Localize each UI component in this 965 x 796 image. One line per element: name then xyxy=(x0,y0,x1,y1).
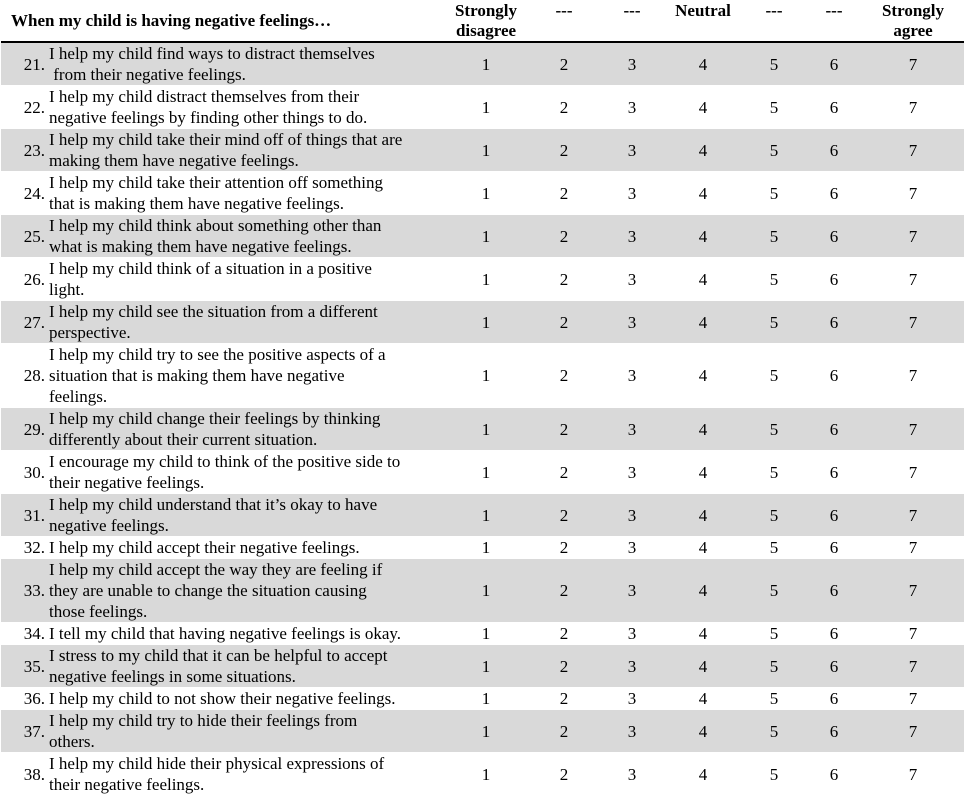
item-number: 24. xyxy=(23,183,45,203)
statement-cell xyxy=(1,645,444,688)
item-number: 21. xyxy=(23,54,45,74)
item-text-line: making them have negative feelings. xyxy=(49,151,299,170)
statement-cell xyxy=(1,623,444,645)
rating-option-5[interactable]: 5 xyxy=(769,269,779,289)
item-text-line: negative feelings. xyxy=(49,516,169,535)
item-text xyxy=(49,172,444,214)
rating-option-2[interactable]: 2 xyxy=(559,366,569,385)
statement-cell xyxy=(1,301,444,344)
item-text-line: I help my child take their mind off of things that are xyxy=(49,130,403,149)
item-number: 32. xyxy=(23,538,45,557)
rating-option-2[interactable]: 2 xyxy=(528,408,600,451)
item-text-line: I stress to my child that it can be helpful to accept xyxy=(49,646,388,665)
rating-option-4[interactable]: 4 xyxy=(664,494,742,537)
item-text-line: negative feelings in some situations. xyxy=(49,667,296,686)
rating-option-6[interactable]: 6 xyxy=(806,408,862,451)
rating-option-5[interactable]: 5 xyxy=(769,624,779,643)
item-text-line: I help my child take their attention off something xyxy=(49,173,383,192)
rating-option-1[interactable]: 1 xyxy=(444,42,528,86)
rating-option-7[interactable]: 7 xyxy=(862,645,964,688)
rating-option-5[interactable]: 5 xyxy=(742,408,806,451)
item-text-line: I help my child understand that it’s okay to have xyxy=(49,495,378,514)
item-text-line: feelings. xyxy=(49,387,108,406)
rating-option-2[interactable]: 2 xyxy=(559,764,569,784)
statement-cell xyxy=(1,258,444,301)
item-text-line: I tell my child that having negative feelings is okay. xyxy=(49,624,402,643)
rating-option-7[interactable]: 7 xyxy=(862,301,964,344)
rating-option-3[interactable]: 3 xyxy=(627,366,637,385)
item-text-line: perspective. xyxy=(49,323,131,342)
statement-cell xyxy=(1,710,444,753)
item-text-line: I help my child distract themselves from their xyxy=(49,87,360,106)
rating-option-7[interactable]: 7 xyxy=(908,269,918,289)
statement-cell xyxy=(1,408,444,451)
rating-option-5[interactable]: 5 xyxy=(742,301,806,344)
rating-option-1[interactable]: 1 xyxy=(481,462,491,482)
rating-option-7[interactable]: 7 xyxy=(908,624,918,643)
rating-option-4[interactable]: 4 xyxy=(698,462,708,482)
rating-option-1[interactable]: 1 xyxy=(481,689,491,708)
statement-cell xyxy=(1,537,444,559)
rating-option-6[interactable]: 6 xyxy=(829,183,839,203)
statement-cell xyxy=(1,172,444,215)
header-scale-7: Strongly agree xyxy=(862,0,964,42)
statement-cell xyxy=(1,753,444,796)
table-row xyxy=(1,451,964,494)
rating-option-7[interactable]: 7 xyxy=(908,183,918,203)
rating-option-4[interactable]: 4 xyxy=(664,645,742,688)
rating-option-3[interactable]: 3 xyxy=(600,645,664,688)
statement-cell xyxy=(1,129,444,172)
item-number: 35. xyxy=(23,656,45,676)
rating-option-2[interactable]: 2 xyxy=(559,269,569,289)
rating-option-2[interactable]: 2 xyxy=(528,215,600,258)
item-text xyxy=(49,215,444,257)
item-text-line: I help my child accept the way they are feeling if xyxy=(49,560,383,579)
item-text-line: that is making them have negative feelings. xyxy=(49,194,345,213)
item-number: 37. xyxy=(23,721,45,741)
rating-option-6[interactable]: 6 xyxy=(806,710,862,753)
item-number: 23. xyxy=(23,140,45,160)
rating-option-7[interactable]: 7 xyxy=(908,538,918,557)
item-text xyxy=(49,451,444,493)
item-text xyxy=(49,43,444,85)
table-row xyxy=(1,215,964,258)
item-text-line: I help my child think about something other than xyxy=(49,216,382,235)
item-text xyxy=(49,301,444,343)
item-text-line: I help my child find ways to distract themselves xyxy=(49,44,375,63)
item-text-line: their negative feelings. xyxy=(49,775,205,794)
rating-option-4[interactable]: 4 xyxy=(698,538,708,557)
table-row xyxy=(1,408,964,451)
item-text xyxy=(49,559,444,622)
rating-option-1[interactable]: 1 xyxy=(444,494,528,537)
rating-option-7[interactable]: 7 xyxy=(908,366,918,385)
rating-option-1[interactable]: 1 xyxy=(444,301,528,344)
rating-option-3[interactable]: 3 xyxy=(600,494,664,537)
item-text xyxy=(49,129,444,171)
rating-option-6[interactable]: 6 xyxy=(806,301,862,344)
rating-option-3[interactable]: 3 xyxy=(600,559,664,623)
rating-option-7[interactable]: 7 xyxy=(862,559,964,623)
item-text-line: I help my child think of a situation in a positive xyxy=(49,259,372,278)
item-number: 28. xyxy=(23,366,45,385)
item-text-line: those feelings. xyxy=(49,602,148,621)
rating-option-6[interactable]: 6 xyxy=(829,366,839,385)
rating-option-6[interactable]: 6 xyxy=(829,624,839,643)
table-row xyxy=(1,301,964,344)
rating-option-4[interactable]: 4 xyxy=(698,183,708,203)
rating-option-2[interactable]: 2 xyxy=(528,129,600,172)
rating-option-2[interactable]: 2 xyxy=(559,689,569,708)
item-text-line: they are unable to change the situation causing xyxy=(49,581,367,600)
table-row xyxy=(1,623,964,645)
rating-option-6[interactable]: 6 xyxy=(806,645,862,688)
header-scale-5: --- xyxy=(742,0,806,42)
rating-option-3[interactable]: 3 xyxy=(600,408,664,451)
rating-option-2[interactable]: 2 xyxy=(528,301,600,344)
rating-option-2[interactable]: 2 xyxy=(528,494,600,537)
rating-option-5[interactable]: 5 xyxy=(769,764,779,784)
header-scale-1: Strongly disagree xyxy=(444,0,528,42)
item-text-line: their negative feelings. xyxy=(49,473,205,492)
rating-option-3[interactable]: 3 xyxy=(627,689,637,708)
table-row xyxy=(1,86,964,129)
rating-option-1[interactable]: 1 xyxy=(444,710,528,753)
item-text-line: negative feelings by finding other things to do. xyxy=(49,108,368,127)
rating-option-3[interactable]: 3 xyxy=(600,129,664,172)
rating-option-4[interactable]: 4 xyxy=(664,215,742,258)
rating-option-7[interactable]: 7 xyxy=(862,129,964,172)
rating-option-5[interactable]: 5 xyxy=(769,366,779,385)
item-text xyxy=(49,258,444,300)
rating-option-2[interactable]: 2 xyxy=(528,710,600,753)
rating-option-7[interactable]: 7 xyxy=(908,689,918,708)
statement-cell xyxy=(1,559,444,623)
header-scale-2: --- xyxy=(528,0,600,42)
rating-option-3[interactable]: 3 xyxy=(600,710,664,753)
rating-option-5[interactable]: 5 xyxy=(769,689,779,708)
rating-option-1[interactable]: 1 xyxy=(444,408,528,451)
table-row xyxy=(1,258,964,301)
rating-option-7[interactable]: 7 xyxy=(862,710,964,753)
rating-option-7[interactable]: 7 xyxy=(908,764,918,784)
rating-option-1[interactable]: 1 xyxy=(481,624,491,643)
rating-option-3[interactable]: 3 xyxy=(627,764,637,784)
item-text xyxy=(49,623,444,644)
rating-option-6[interactable]: 6 xyxy=(829,269,839,289)
item-number: 22. xyxy=(23,97,45,117)
rating-option-5[interactable]: 5 xyxy=(769,462,779,482)
rating-option-1[interactable]: 1 xyxy=(481,97,491,117)
rating-option-3[interactable]: 3 xyxy=(627,269,637,289)
statement-cell xyxy=(1,688,444,710)
rating-option-3[interactable]: 3 xyxy=(627,538,637,557)
item-number: 31. xyxy=(23,505,45,525)
rating-option-6[interactable]: 6 xyxy=(829,97,839,117)
table-row xyxy=(1,537,964,559)
item-text-line: what is making them have negative feelings. xyxy=(49,237,352,256)
table-row xyxy=(1,710,964,753)
item-number: 25. xyxy=(23,226,45,246)
rating-option-4[interactable]: 4 xyxy=(698,764,708,784)
table-row xyxy=(1,688,964,710)
table-row xyxy=(1,494,964,537)
statement-cell xyxy=(1,494,444,537)
header-scale-3: --- xyxy=(600,0,664,42)
rating-option-6[interactable]: 6 xyxy=(829,462,839,482)
item-text-line: light. xyxy=(49,280,85,299)
rating-option-6[interactable]: 6 xyxy=(806,494,862,537)
item-text xyxy=(49,645,444,687)
rating-option-1[interactable]: 1 xyxy=(444,559,528,623)
item-text xyxy=(49,688,444,709)
rating-option-6[interactable]: 6 xyxy=(829,538,839,557)
table-row xyxy=(1,753,964,796)
rating-option-2[interactable]: 2 xyxy=(528,645,600,688)
item-text-line: I help my child accept their negative feelings. xyxy=(49,538,360,557)
rating-option-4[interactable]: 4 xyxy=(664,710,742,753)
rating-option-5[interactable]: 5 xyxy=(742,494,806,537)
rating-option-1[interactable]: 1 xyxy=(481,183,491,203)
rating-option-4[interactable]: 4 xyxy=(698,366,708,385)
rating-option-5[interactable]: 5 xyxy=(742,129,806,172)
rating-option-4[interactable]: 4 xyxy=(698,269,708,289)
rating-option-5[interactable]: 5 xyxy=(769,538,779,557)
rating-option-1[interactable]: 1 xyxy=(444,215,528,258)
item-number: 34. xyxy=(23,624,45,643)
rating-option-3[interactable]: 3 xyxy=(600,301,664,344)
rating-option-2[interactable]: 2 xyxy=(528,559,600,623)
rating-option-4[interactable]: 4 xyxy=(698,624,708,643)
rating-option-2[interactable]: 2 xyxy=(528,42,600,86)
rating-option-5[interactable]: 5 xyxy=(769,183,779,203)
questionnaire-body xyxy=(1,42,964,796)
header-prompt: When my child is having negative feelings… xyxy=(1,0,444,42)
header-scale-6: --- xyxy=(806,0,862,42)
table-row xyxy=(1,42,964,86)
item-text-line: situation that is making them have negative xyxy=(49,366,345,385)
item-number: 30. xyxy=(23,462,45,482)
item-number: 33. xyxy=(23,581,45,600)
rating-option-5[interactable]: 5 xyxy=(742,710,806,753)
statement-cell xyxy=(1,215,444,258)
rating-option-7[interactable]: 7 xyxy=(908,97,918,117)
rating-option-4[interactable]: 4 xyxy=(698,689,708,708)
item-text xyxy=(49,710,444,752)
rating-option-1[interactable]: 1 xyxy=(481,366,491,385)
rating-option-1[interactable]: 1 xyxy=(481,764,491,784)
rating-option-2[interactable]: 2 xyxy=(559,462,569,482)
statement-cell xyxy=(1,86,444,129)
item-text-line: I help my child see the situation from a different xyxy=(49,302,378,321)
item-text xyxy=(49,344,444,407)
table-row xyxy=(1,344,964,408)
item-text-line: from their negative feelings. xyxy=(49,65,246,84)
rating-option-6[interactable]: 6 xyxy=(806,215,862,258)
item-number: 27. xyxy=(23,312,45,332)
rating-option-6[interactable]: 6 xyxy=(806,559,862,623)
rating-option-2[interactable]: 2 xyxy=(559,624,569,643)
rating-option-7[interactable]: 7 xyxy=(862,215,964,258)
rating-option-2[interactable]: 2 xyxy=(559,538,569,557)
rating-option-2[interactable]: 2 xyxy=(559,97,569,117)
item-text-line: differently about their current situation. xyxy=(49,430,318,449)
rating-option-1[interactable]: 1 xyxy=(444,645,528,688)
rating-option-3[interactable]: 3 xyxy=(627,624,637,643)
rating-option-4[interactable]: 4 xyxy=(664,129,742,172)
rating-option-2[interactable]: 2 xyxy=(559,183,569,203)
item-text-line: I help my child try to hide their feelings from xyxy=(49,711,358,730)
rating-option-1[interactable]: 1 xyxy=(481,269,491,289)
item-number: 26. xyxy=(23,269,45,289)
rating-option-6[interactable]: 6 xyxy=(829,764,839,784)
item-number: 29. xyxy=(23,419,45,439)
rating-option-4[interactable]: 4 xyxy=(698,97,708,117)
rating-option-7[interactable]: 7 xyxy=(862,494,964,537)
table-row xyxy=(1,645,964,688)
statement-cell xyxy=(1,451,444,494)
item-number: 38. xyxy=(23,764,45,784)
rating-option-3[interactable]: 3 xyxy=(627,462,637,482)
item-text-line: I help my child change their feelings by thinking xyxy=(49,409,381,428)
header-scale-4: Neutral xyxy=(664,0,742,42)
rating-option-5[interactable]: 5 xyxy=(742,215,806,258)
rating-option-4[interactable]: 4 xyxy=(664,42,742,86)
item-text xyxy=(49,494,444,536)
item-text-line: I help my child hide their physical expressions of xyxy=(49,754,385,773)
rating-option-5[interactable]: 5 xyxy=(769,97,779,117)
rating-option-7[interactable]: 7 xyxy=(862,42,964,86)
rating-option-6[interactable]: 6 xyxy=(829,689,839,708)
rating-option-3[interactable]: 3 xyxy=(627,183,637,203)
table-row xyxy=(1,172,964,215)
rating-option-7[interactable]: 7 xyxy=(908,462,918,482)
rating-option-4[interactable]: 4 xyxy=(664,408,742,451)
rating-option-1[interactable]: 1 xyxy=(481,538,491,557)
rating-option-4[interactable]: 4 xyxy=(664,301,742,344)
item-text-line: I encourage my child to think of the positive side to xyxy=(49,452,401,471)
item-text-line: I help my child try to see the positive aspects of a xyxy=(49,345,386,364)
rating-option-7[interactable]: 7 xyxy=(862,408,964,451)
rating-option-1[interactable]: 1 xyxy=(444,129,528,172)
rating-option-3[interactable]: 3 xyxy=(600,42,664,86)
item-text-line: others. xyxy=(49,732,95,751)
header-row xyxy=(1,0,964,42)
item-text xyxy=(49,537,444,558)
rating-option-3[interactable]: 3 xyxy=(627,97,637,117)
rating-option-3[interactable]: 3 xyxy=(600,215,664,258)
rating-option-5[interactable]: 5 xyxy=(742,42,806,86)
item-text-line: I help my child to not show their negative feelings. xyxy=(49,689,396,708)
rating-option-6[interactable]: 6 xyxy=(806,129,862,172)
questionnaire-table xyxy=(1,0,964,796)
item-text xyxy=(49,408,444,450)
item-text xyxy=(49,753,444,795)
rating-option-6[interactable]: 6 xyxy=(806,42,862,86)
rating-option-5[interactable]: 5 xyxy=(742,559,806,623)
rating-option-5[interactable]: 5 xyxy=(742,645,806,688)
table-row xyxy=(1,559,964,623)
statement-cell xyxy=(1,42,444,86)
item-number: 36. xyxy=(23,689,45,708)
statement-cell xyxy=(1,344,444,408)
rating-option-4[interactable]: 4 xyxy=(664,559,742,623)
table-row xyxy=(1,129,964,172)
item-text xyxy=(49,86,444,128)
